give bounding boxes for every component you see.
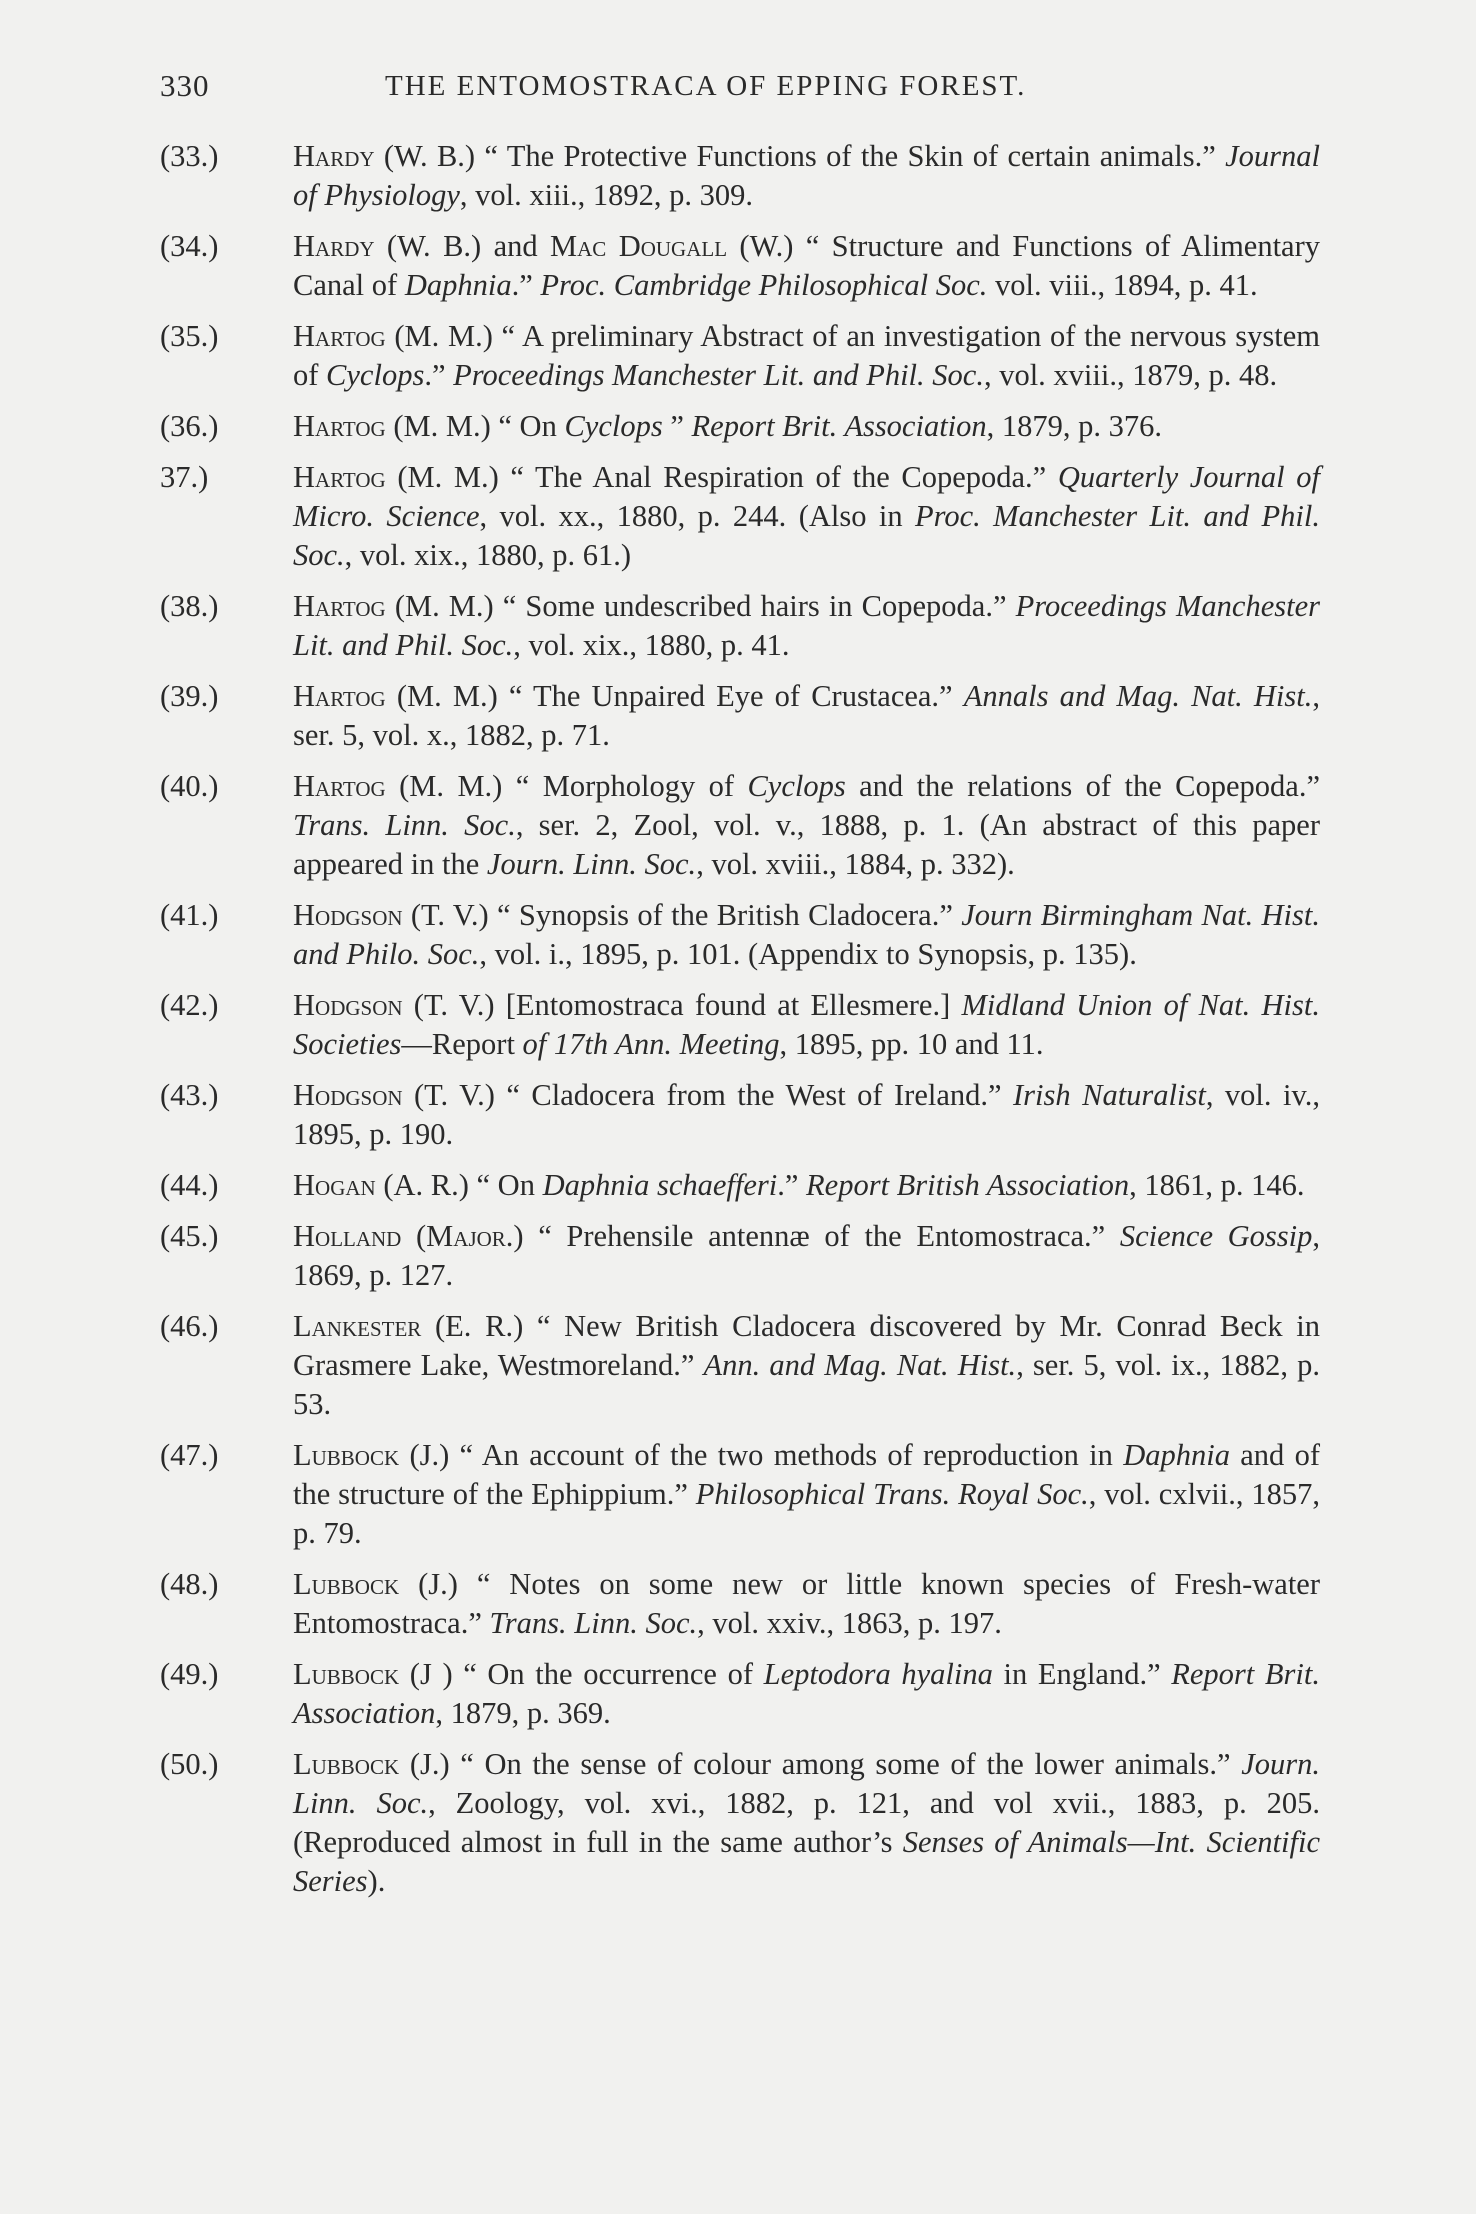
reference-segment: (M. M.) “ The Unpaired Eye of Crustacea.” bbox=[385, 679, 964, 713]
reference-segment: .” bbox=[511, 268, 541, 302]
author-name: Hartog bbox=[293, 409, 386, 443]
reference-segment: (M. M.) “ A preliminary Abstract of an investigation of the nervous system of bbox=[293, 319, 1320, 392]
source-title: Trans. Linn. Soc. bbox=[489, 1606, 698, 1640]
reference-entry bbox=[160, 986, 1320, 1064]
reference-entry bbox=[160, 227, 1320, 305]
source-title: Journal of Physiology bbox=[293, 139, 1320, 212]
reference-text bbox=[293, 1567, 1320, 1640]
author-name: Hardy bbox=[293, 229, 375, 263]
reference-segment: —Report bbox=[401, 1027, 523, 1061]
reference-list bbox=[160, 137, 1320, 1901]
reference-segment: , vol. xviii., 1879, p. 48. bbox=[983, 358, 1278, 392]
reference-segment: .) “ Prehensile antennæ of the Entomostraca.” bbox=[505, 1219, 1120, 1253]
reference-segment: , vol. cxlvii., 1857, p. 79. bbox=[293, 1477, 1320, 1550]
reference-segment: , 1879, p. 376. bbox=[986, 409, 1163, 443]
author-name: Holland bbox=[293, 1219, 402, 1253]
reference-entry bbox=[160, 1166, 1320, 1205]
reference-segment: in England.” bbox=[992, 1657, 1172, 1691]
source-title: Annals and Mag. Nat. Hist. bbox=[963, 679, 1313, 713]
reference-entry bbox=[160, 767, 1320, 884]
reference-entry bbox=[160, 587, 1320, 665]
author-name: Lubbock bbox=[293, 1657, 400, 1691]
reference-segment: , vol. i., 1895, p. 101. (Appendix to Synopsis, p. 135). bbox=[479, 937, 1137, 971]
reference-segment: (W. B.) and bbox=[374, 229, 551, 263]
reference-entry bbox=[160, 1436, 1320, 1553]
reference-text bbox=[293, 409, 1162, 443]
reference-entry bbox=[160, 1307, 1320, 1424]
author-name: Hartog bbox=[293, 679, 386, 713]
reference-number: (43.) bbox=[160, 1078, 219, 1112]
reference-segment: (M. M.) “ The Anal Respiration of the Copepoda.” bbox=[385, 460, 1058, 494]
author-name: Lubbock bbox=[293, 1438, 400, 1472]
reference-entry bbox=[160, 677, 1320, 755]
reference-number: (42.) bbox=[160, 988, 219, 1022]
reference-segment: (T. V.) [Entomostraca found at Ellesmere.] bbox=[402, 988, 962, 1022]
reference-number: 37.) bbox=[160, 460, 209, 494]
source-title: Philosophical Trans. Royal Soc. bbox=[695, 1477, 1089, 1511]
author-name: Hodgson bbox=[293, 898, 403, 932]
reference-text bbox=[293, 1168, 1305, 1202]
reference-text bbox=[293, 679, 1320, 752]
reference-text bbox=[293, 1309, 1320, 1421]
reference-segment: , ser. 5, vol. ix., 1882, p. 53. bbox=[293, 1348, 1320, 1421]
reference-text bbox=[293, 460, 1320, 572]
reference-text bbox=[293, 1078, 1320, 1151]
author-name: Lubbock bbox=[293, 1567, 400, 1601]
reference-segment: (T. V.) “ Cladocera from the West of Ireland.” bbox=[402, 1078, 1014, 1112]
author-name: Lankester bbox=[293, 1309, 422, 1343]
reference-segment: , vol. xix., 1880, p. 61.) bbox=[344, 538, 632, 572]
source-title: Journ. Linn. Soc. bbox=[293, 1747, 1320, 1820]
reference-segment: (W. B.) “ The Protective Functions of the Skin of certain animals.” bbox=[374, 139, 1226, 173]
reference-number: (47.) bbox=[160, 1438, 219, 1472]
author-name: Hartog bbox=[293, 589, 386, 623]
source-title: Cyclops bbox=[564, 409, 663, 443]
author-name: Hodgson bbox=[293, 988, 403, 1022]
reference-entry bbox=[160, 137, 1320, 215]
reference-segment: , 1869, p. 127. bbox=[293, 1219, 1320, 1292]
reference-segment: (M. M.) “ Some undescribed hairs in Copepoda.” bbox=[385, 589, 1016, 623]
reference-entry bbox=[160, 458, 1320, 575]
source-title: Journ Birmingham Nat. Hist. and Philo. Soc. bbox=[293, 898, 1320, 971]
source-title: Daphnia bbox=[1123, 1438, 1230, 1472]
reference-number: (45.) bbox=[160, 1219, 219, 1253]
reference-segment: and the relations of the Copepoda.” bbox=[845, 769, 1320, 803]
reference-segment: ( bbox=[401, 1219, 427, 1253]
author-name: Hogan bbox=[293, 1168, 376, 1202]
reference-text bbox=[293, 1219, 1320, 1292]
reference-segment: ). bbox=[367, 1864, 386, 1898]
source-title: Senses of Animals—Int. Scientific Series bbox=[293, 1825, 1320, 1898]
reference-entry bbox=[160, 1745, 1320, 1901]
reference-number: (33.) bbox=[160, 139, 219, 173]
reference-segment: (A. R.) “ On bbox=[375, 1168, 543, 1202]
reference-number: (35.) bbox=[160, 319, 219, 353]
author-name: Hartog bbox=[293, 319, 386, 353]
reference-segment: , ser. 5, vol. x., 1882, p. 71. bbox=[293, 679, 1320, 752]
source-title: Proc. Cambridge Philosophical Soc. bbox=[540, 268, 988, 302]
reference-segment: , Zoology, vol. xvi., 1882, p. 121, and vol xvii., 1883, p. 205. (Reproduced almost in full in the same author’s bbox=[293, 1786, 1320, 1859]
reference-number: (40.) bbox=[160, 769, 219, 803]
reference-segment: , vol. xxiv., 1863, p. 197. bbox=[697, 1606, 1002, 1640]
source-title: Midland Union of Nat. Hist. Societies bbox=[293, 988, 1320, 1061]
reference-segment: (T. V.) “ Synopsis of the British Cladocera.” bbox=[402, 898, 962, 932]
reference-segment: (J.) “ An account of the two methods of reproduction in bbox=[399, 1438, 1124, 1472]
reference-text bbox=[293, 589, 1320, 662]
reference-text bbox=[293, 229, 1320, 302]
reference-segment: vol. viii., 1894, p. 41. bbox=[987, 268, 1258, 302]
reference-text bbox=[293, 1438, 1320, 1550]
source-title: Leptodora hyalina bbox=[763, 1657, 993, 1691]
author-name: Hodgson bbox=[293, 1078, 403, 1112]
reference-text bbox=[293, 1747, 1320, 1898]
author-name: Mac Dougall bbox=[550, 229, 728, 263]
source-title: Proc. Manchester Lit. and Phil. Soc. bbox=[293, 499, 1320, 572]
reference-text bbox=[293, 319, 1320, 392]
source-title: Daphnia schaefferi bbox=[542, 1168, 778, 1202]
source-title: Journ. Linn. Soc. bbox=[486, 847, 697, 881]
reference-number: (39.) bbox=[160, 679, 219, 713]
reference-segment: , 1895, pp. 10 and 11. bbox=[779, 1027, 1044, 1061]
reference-segment: .” bbox=[424, 358, 454, 392]
reference-segment: (J.) “ Notes on some new or little known species of Fresh-water Entomostraca.” bbox=[293, 1567, 1320, 1640]
reference-segment: , vol. xiii., 1892, p. 309. bbox=[459, 178, 754, 212]
author-name: Lubbock bbox=[293, 1747, 400, 1781]
reference-segment: , vol. xix., 1880, p. 41. bbox=[513, 628, 790, 662]
reference-entry bbox=[160, 1565, 1320, 1643]
reference-number: (38.) bbox=[160, 589, 219, 623]
source-title: Proceedings Manchester Lit. and Phil. Soc. bbox=[453, 358, 984, 392]
page-number: 330 bbox=[160, 68, 210, 103]
source-title: of 17th Ann. Meeting bbox=[522, 1027, 780, 1061]
source-title: Proceedings Manchester Lit. and Phil. Soc. bbox=[293, 589, 1320, 662]
reference-segment: , vol. iv., 1895, p. 190. bbox=[293, 1078, 1320, 1151]
reference-segment: (M. M.) “ On bbox=[385, 409, 565, 443]
reference-segment: (J ) “ On the occurrence of bbox=[399, 1657, 764, 1691]
reference-text bbox=[293, 139, 1320, 212]
reference-segment: , 1861, p. 146. bbox=[1129, 1168, 1305, 1202]
source-title: Cyclops bbox=[747, 769, 846, 803]
reference-number: (44.) bbox=[160, 1168, 219, 1202]
reference-segment: (M. M.) “ Morphology of bbox=[385, 769, 748, 803]
author-name: Hartog bbox=[293, 460, 386, 494]
reference-number: (41.) bbox=[160, 898, 219, 932]
author-name: Hardy bbox=[293, 139, 375, 173]
reference-segment: , ser. 2, Zool, vol. v., 1888, p. 1. (An abstract of this paper appeared in the bbox=[293, 808, 1320, 881]
reference-segment: and of the structure of the Ephippium.” bbox=[293, 1438, 1321, 1511]
source-title: Report British Association bbox=[806, 1168, 1130, 1202]
reference-segment: .” bbox=[777, 1168, 807, 1202]
reference-entry bbox=[160, 317, 1320, 395]
author-name: Hartog bbox=[293, 769, 386, 803]
reference-segment: (J.) “ On the sense of colour among some of the lower animals.” bbox=[399, 1747, 1242, 1781]
source-title: Ann. and Mag. Nat. Hist. bbox=[703, 1348, 1017, 1382]
reference-segment: , vol. xviii., 1884, p. 332). bbox=[696, 847, 1015, 881]
reference-entry bbox=[160, 1076, 1320, 1154]
reference-text bbox=[293, 1657, 1320, 1730]
source-title: Irish Naturalist bbox=[1013, 1078, 1206, 1112]
page-header bbox=[160, 68, 1320, 112]
source-title: Trans. Linn. Soc. bbox=[293, 808, 516, 842]
reference-entry bbox=[160, 407, 1320, 446]
running-title: THE ENTOMOSTRACA OF EPPING FOREST. bbox=[385, 70, 1027, 102]
reference-segment: (W.) “ Structure and Functions of Alimentary Canal of bbox=[293, 229, 1320, 302]
source-title: Science Gossip bbox=[1119, 1219, 1313, 1253]
reference-number: (50.) bbox=[160, 1747, 219, 1781]
reference-segment: ” bbox=[662, 409, 692, 443]
reference-number: (34.) bbox=[160, 229, 219, 263]
author-name: Major bbox=[426, 1219, 506, 1253]
reference-number: (46.) bbox=[160, 1309, 219, 1343]
reference-number: (49.) bbox=[160, 1657, 219, 1691]
reference-segment: , vol. xx., 1880, p. 244. (Also in bbox=[479, 499, 915, 533]
reference-text bbox=[293, 898, 1320, 971]
source-title: Cyclops bbox=[326, 358, 425, 392]
source-title: Daphnia bbox=[404, 268, 512, 302]
reference-text bbox=[293, 988, 1320, 1061]
reference-entry bbox=[160, 1217, 1320, 1295]
reference-number: (36.) bbox=[160, 409, 219, 443]
reference-segment: (E. R.) “ New British Cladocera discovered by Mr. Conrad Beck in Grasmere Lake, Westmoreland.” bbox=[293, 1309, 1320, 1382]
source-title: Report Brit. Association bbox=[293, 1657, 1320, 1730]
reference-number: (48.) bbox=[160, 1567, 219, 1601]
reference-segment: , 1879, p. 369. bbox=[435, 1696, 611, 1730]
source-title: Report Brit. Association bbox=[691, 409, 987, 443]
reference-text bbox=[293, 769, 1320, 881]
source-title: Quarterly Journal of Micro. Science bbox=[293, 460, 1320, 533]
reference-entry bbox=[160, 896, 1320, 974]
reference-entry bbox=[160, 1655, 1320, 1733]
